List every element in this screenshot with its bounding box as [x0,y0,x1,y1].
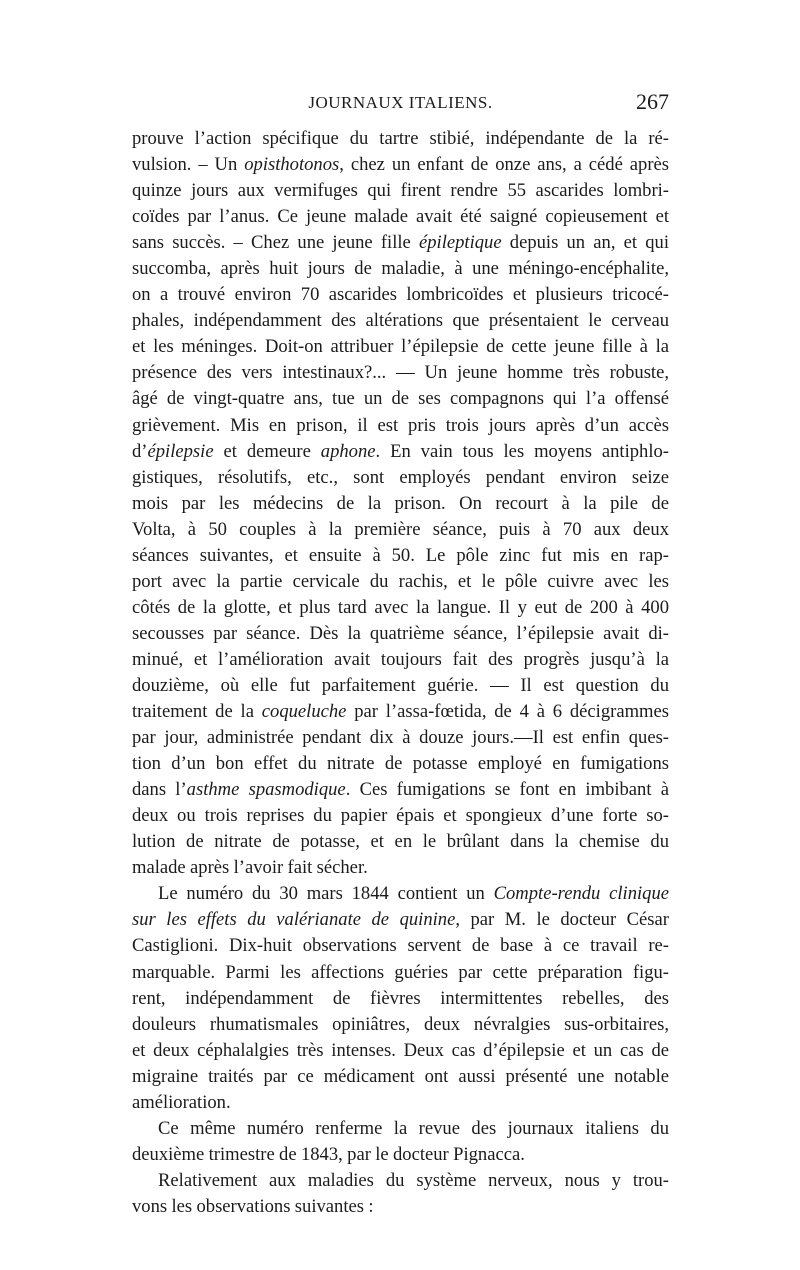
text-segment: tion d’un bon effet du nitrate de potasse employé en fumigations [132,753,669,775]
text-line [132,855,669,881]
text-line [132,1090,669,1116]
text-line [132,465,669,491]
text-line [132,1038,669,1064]
text-segment: prouve l’action spécifique du tartre stibié, indépendante de la ré- [132,128,669,149]
text-line [132,986,669,1012]
text-segment: rent, indépendamment de fièvres intermittentes rebelles, des [132,987,669,1009]
text-line [132,178,669,204]
text-segment: malade après l’avoir fait sécher. [132,857,368,879]
italic-term: opisthotonos [244,154,340,176]
text-segment: Volta, à 50 couples à la première séance, puis à 70 aux deux [132,518,669,540]
text-segment: âgé de vingt-quatre ans, tue un de ses compagnons qui l’a offensé [132,388,669,410]
italic-term: Compte-rendu clinique [493,883,670,905]
text-line [132,360,669,386]
text-line [132,386,669,412]
text-line [132,595,669,621]
italic-term: asthme spasmodique [186,779,346,801]
text-segment: et deux céphalalgies très intenses. Deux cas d’épilepsie et un cas de [132,1039,669,1061]
italic-term: aphone [320,440,376,462]
text-segment: depuis un an, et qui [501,232,669,254]
text-segment: vulsion. – Un [132,154,245,176]
text-line [132,491,669,517]
text-segment: Relativement aux maladies du système nerveux, nous y trou- [158,1169,669,1191]
text-segment: amélioration. [132,1091,231,1113]
text-line [132,569,669,595]
text-line [132,803,669,829]
text-segment: et les méninges. Doit-on attribuer l’épilepsie de cette jeune fille à la [132,336,669,358]
text-line [132,960,669,986]
text-line [132,621,669,647]
text-segment: succomba, après huit jours de maladie, à une méningo-encéphalite, [132,258,669,280]
text-line [132,1194,669,1220]
text-segment: port avec la partie cervicale du rachis, et le pôle cuivre avec les [132,570,669,592]
text-line [132,699,669,725]
text-segment: mois par les médecins de la prison. On recourt à la pile de [132,492,669,514]
text-segment: grièvement. Mis en prison, il est pris trois jours après d’un accès [132,414,669,436]
text-line [132,829,669,855]
page-header [132,89,669,117]
text-segment: coïdes par l’anus. Ce jeune malade avait été saigné copieusement et [132,206,669,228]
text-line [132,751,669,777]
text-segment: séances suivantes, et ensuite à 50. Le pôle zinc fut mis en rap- [132,544,669,566]
text-segment: douzième, où elle fut parfaitement guérie. — Il est question du [132,674,669,696]
text-line [132,1064,669,1090]
body-text [132,126,669,1220]
text-segment: par jour, administrée pendant dix à douze jours.—Il est enfin ques- [132,727,669,749]
page-number: 267 [636,89,669,114]
text-line [132,1142,669,1168]
text-segment: Castiglioni. Dix-huit observations servent de base à ce travail re- [132,935,669,957]
text-line [132,777,669,803]
text-line [132,308,669,334]
italic-term: sur les effets du valérianate de quinine [132,909,456,931]
italic-term: épilepsie [147,440,214,462]
text-segment: lution de nitrate de potasse, et en le brûlant dans la chemise du [132,831,669,853]
text-segment: côtés de la glotte, et plus tard avec la langue. Il y eut de 200 à 400 [132,596,669,618]
text-line [132,517,669,543]
text-line [132,725,669,751]
text-line [132,933,669,959]
text-line [132,673,669,699]
text-line [132,907,669,933]
text-segment: gistiques, résolutifs, etc., sont employés pendant environ seize [132,466,669,488]
text-segment: Ce même numéro renferme la revue des journaux italiens du [158,1117,669,1139]
text-segment: secousses par séance. Dès la quatrième séance, l’épilepsie avait di- [132,622,669,644]
text-line [132,126,669,152]
text-line [132,230,669,256]
running-title: JOURNAUX ITALIENS. [308,93,493,112]
text-line [132,204,669,230]
text-line [132,1012,669,1038]
text-segment: . Ces fumigations se font en imbibant à [345,779,670,801]
text-segment: , par M. le docteur César [455,909,669,931]
text-segment: on a trouvé environ 70 ascarides lombricoïdes et plusieurs tricocé- [132,284,669,306]
italic-term: épileptique [418,232,502,254]
italic-term: coqueluche [261,701,347,723]
text-segment: quinze jours aux vermifuges qui firent rendre 55 ascarides lombri- [132,180,669,202]
text-segment: minué, et l’amélioration avait toujours fait des progrès jusqu’à la [132,648,669,670]
text-line [132,647,669,673]
text-segment: , chez un enfant de onze ans, a cédé après [339,154,669,176]
text-line [132,881,669,907]
text-segment: marquable. Parmi les affections guéries par cette préparation figu- [132,961,669,983]
text-segment: présence des vers intestinaux?... — Un jeune homme très robuste, [132,362,669,384]
text-segment: deux ou trois reprises du papier épais et spongieux d’une forte so- [132,805,669,827]
text-segment: douleurs rhumatismales opiniâtres, deux névralgies sus-orbitaires, [132,1013,669,1035]
text-line [132,334,669,360]
text-segment: migraine traités par ce médicament ont aussi présenté une notable [132,1065,669,1087]
text-segment: d’ [132,440,148,462]
text-line [132,282,669,308]
text-segment: et demeure [213,440,321,462]
text-segment: phales, indépendamment des altérations que présentaient le cerveau [132,310,669,332]
text-segment: sans succès. – Chez une jeune fille [132,232,419,254]
text-segment: traitement de la [132,701,262,723]
text-line [132,256,669,282]
text-line [132,1168,669,1194]
text-line [132,543,669,569]
text-segment: deuxième trimestre de 1843, par le docteur Pignacca. [132,1143,525,1165]
text-segment: par l’assa-fœtida, de 4 à 6 décigrammes [346,701,669,723]
text-line [132,1116,669,1142]
text-line [132,439,669,465]
text-segment: . En vain tous les moyens antiphlo- [375,440,669,462]
text-segment: vons les observations suivantes : [132,1195,374,1217]
text-segment: dans l’ [132,779,187,801]
text-line [132,413,669,439]
text-line [132,152,669,178]
text-segment: Le numéro du 30 mars 1844 contient un [158,883,494,905]
